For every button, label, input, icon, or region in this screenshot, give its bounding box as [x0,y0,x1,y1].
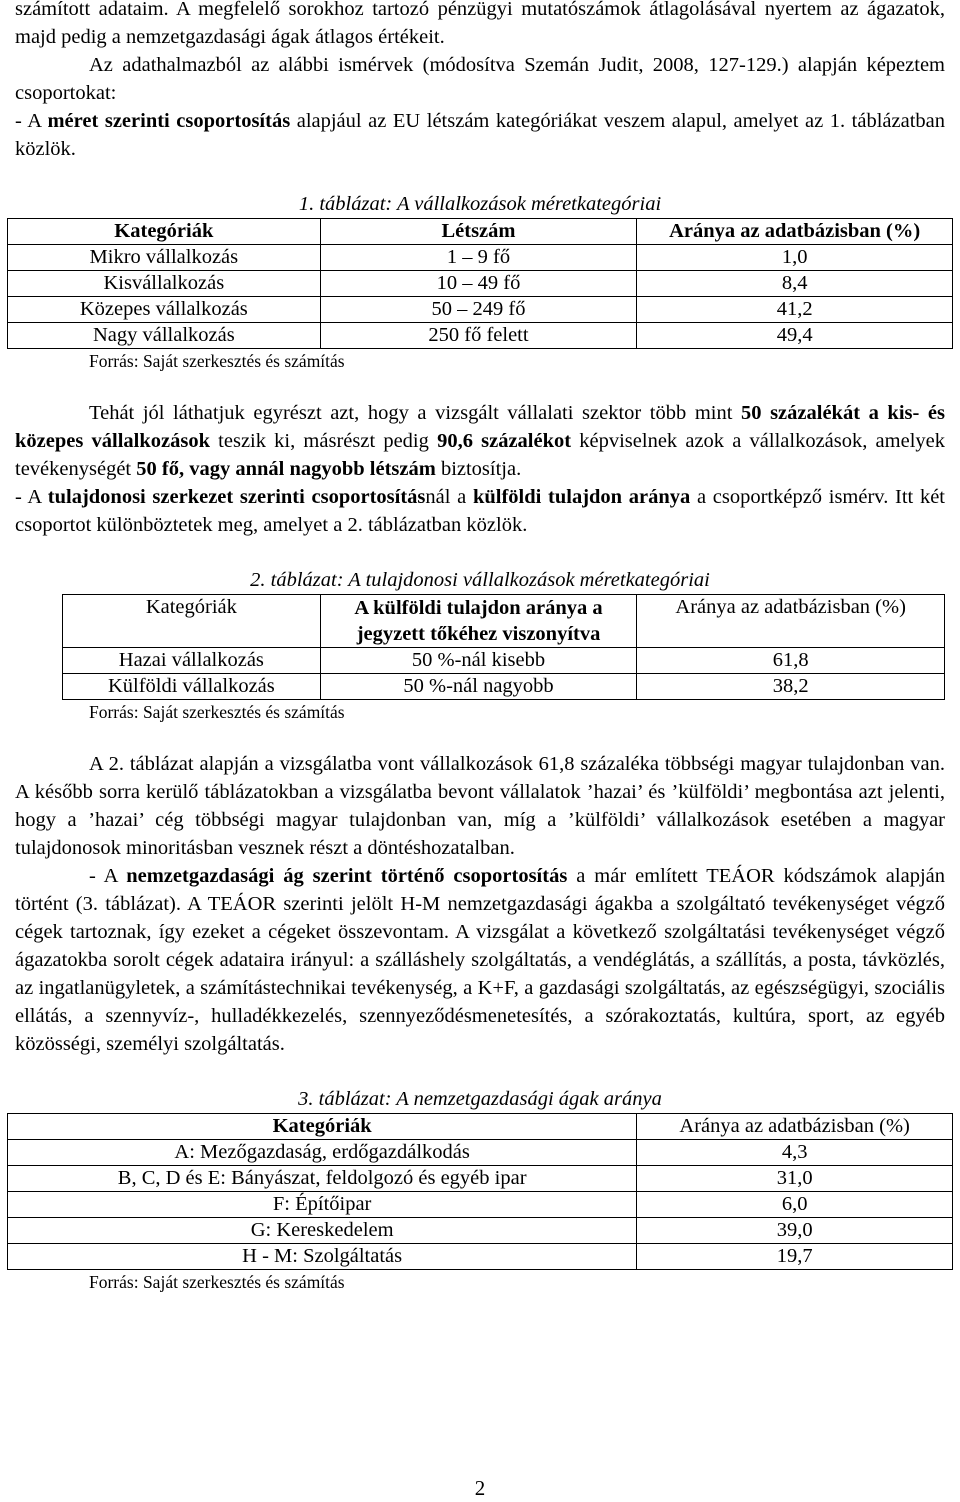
table3-header-row [8,1114,953,1140]
table2-caption: 2. táblázat: A tulajdonosi vállalkozások méretkategóriai [250,569,710,591]
table-row [8,297,953,323]
table-cell: 1,0 [637,245,953,271]
table-cell: 61,8 [637,648,945,674]
table-cell: Mikro vállalkozás [8,245,321,271]
table-cell: 6,0 [637,1192,953,1218]
table-cell: 38,2 [637,674,945,700]
table-cell: 19,7 [637,1244,953,1270]
table3-header: Aránya az adatbázisban (%) [637,1114,953,1140]
table2 [62,594,945,700]
table3-caption: 3. táblázat: A nemzetgazdasági ágak aránya [298,1088,662,1110]
table-cell: 41,2 [637,297,953,323]
table-cell: 50 – 249 fő [320,297,637,323]
table1-header: Aránya az adatbázisban (%) [637,219,953,245]
intro-paragraph: számított adataim. A megfelelő sorokhoz tartozó pénzügyi mutatószámok átlagolásával nyertem az ágazatok, majd pedig a nemzetgazdasági ágak átlagos értékeit. [15,0,945,48]
table2-source: Forrás: Saját szerkesztés és számítás [89,702,345,722]
table-cell: 50 %-nál nagyobb [320,674,637,700]
document-page [15,0,945,1294]
table3 [7,1113,953,1270]
table1-caption: 1. táblázat: A vállalkozások méretkategóriai [298,193,662,215]
table-cell: 8,4 [637,271,953,297]
table-row [8,1166,953,1192]
table1-header: Kategóriák [8,219,321,245]
table-cell: 250 fő felett [320,323,637,349]
table-row [8,1140,953,1166]
table-row [63,674,945,700]
table-cell: A: Mezőgazdaság, erdőgazdálkodás [8,1140,637,1166]
page-number: 2 [474,1476,486,1500]
table-cell: Közepes vállalkozás [8,297,321,323]
summary-paragraph: Tehát jól láthatjuk egyrészt azt, hogy a vizsgált vállalati szektor több mint 50 százalékát a kis- és közepes vállalkozások teszik ki, másrészt pedig 90,6 százalékot képviselnek azok a vállalkozások, amelyek tevékenységét 50 fő, vagy annál nagyobb létszám biztosítja. [15,402,945,480]
table-cell: Külföldi vállalkozás [63,674,321,700]
size-grouping-paragraph: - A méret szerinti csoportosítás alapjául az EU létszám kategóriákat veszem alapul, amelyet az 1. táblázatban közlök. [15,110,945,160]
table-cell: 49,4 [637,323,953,349]
table-row [63,648,945,674]
sector-grouping-paragraph: - A nemzetgazdasági ág szerint történő csoportosítás a már említett TEÁOR kódszámok alapján történt (3. táblázat). A TEÁOR szerinti jelölt H-M nemzetgazdasági ágakba a szolgáltató tevékenységet végző cégek tartoznak, így ezeket a cégeket összevontam. A vizsgálat a következő szolgáltatási tevékenységet végző ágazatokba sorolt cégek adataira irányul: a szálláshely szolgáltatás, a vendéglátás, a szállítás, a posta, távközlés, az ingatlanügyletek, a számítástechnikai tevékenység, a K+F, a gazdasági szolgáltatás, az egészségügyi, szociális ellátás, a szennyvíz-, hulladékkezelés, szennyeződésmenetesítés, a szórakoztatás, kultúra, sport, az egyéb közösségi, személyi szolgáltatás. [15,865,945,1055]
table-row [8,245,953,271]
table1 [7,218,953,349]
table2-header-row [63,595,945,648]
ownership-result-paragraph: A 2. táblázat alapján a vizsgálatba vont vállalkozások 61,8 százaléka többségi magyar tulajdonban van. A később sorra kerülő táblázatokban a vizsgálatba bevont vállalatok ’hazai’ és ’külföldi’ megbontása azt jelenti, hogy a ’hazai’ cég többségi magyar tulajdonban van, míg a ’külföldi’ vállalkozások esetében a magyar tulajdonosok minoritásban vesznek részt a döntéshozatalban. [15,753,945,859]
table-cell: G: Kereskedelem [8,1218,637,1244]
table-cell: 4,3 [637,1140,953,1166]
table-cell: 31,0 [637,1166,953,1192]
table1-header-row [8,219,953,245]
table-cell: 39,0 [637,1218,953,1244]
table-cell: F: Építőipar [8,1192,637,1218]
table-row [8,323,953,349]
table-cell: Hazai vállalkozás [63,648,321,674]
table-cell: Kisvállalkozás [8,271,321,297]
table-cell: 50 %-nál kisebb [320,648,637,674]
table-row [8,271,953,297]
table1-header: Létszám [320,219,637,245]
table-cell: B, C, D és E: Bányászat, feldolgozó és egyéb ipar [8,1166,637,1192]
table1-source: Forrás: Saját szerkesztés és számítás [89,351,345,371]
intro-paragraph-2: Az adathalmazból az alábbi ismérvek (módosítva Szemán Judit, 2008, 127-129.) alapján képeztem csoportokat: [15,54,945,104]
table2-header: Aránya az adatbázisban (%) [637,595,945,648]
table-cell: 1 – 9 fő [320,245,637,271]
table2-header: A külföldi tulajdon aránya a jegyzett tőkéhez viszonyítva [320,595,637,648]
table-cell: 10 – 49 fő [320,271,637,297]
table3-header: Kategóriák [8,1114,637,1140]
ownership-grouping-paragraph: - A tulajdonosi szerkezet szerinti csoportosításnál a külföldi tulajdon aránya a csoportképző ismérv. Itt két csoportot különböztetek meg, amelyet a 2. táblázatban közlök. [15,486,945,536]
table-cell: Nagy vállalkozás [8,323,321,349]
table-row [8,1218,953,1244]
table-row [8,1244,953,1270]
table-row [8,1192,953,1218]
table2-header: Kategóriák [63,595,321,648]
table-cell: H - M: Szolgáltatás [8,1244,637,1270]
table3-source: Forrás: Saját szerkesztés és számítás [89,1272,345,1292]
